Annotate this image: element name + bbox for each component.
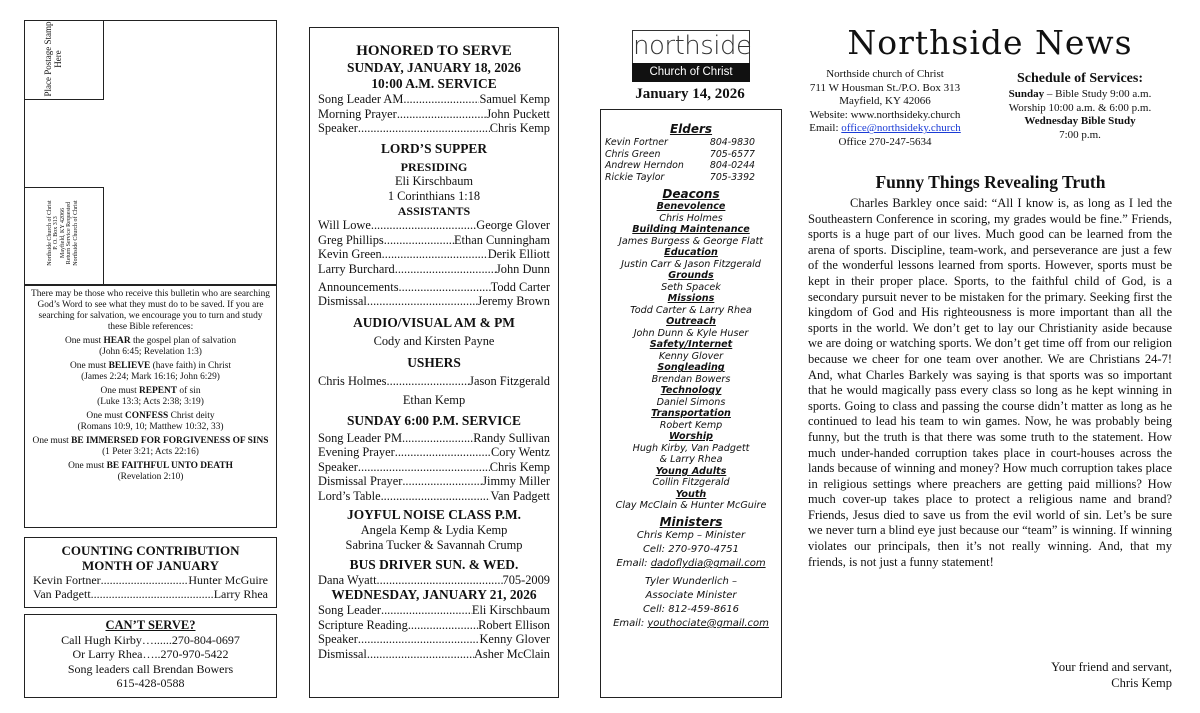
assigned-name: Ethan Cunningham xyxy=(453,232,550,247)
role-label: Evening Prayer xyxy=(318,445,395,460)
salvation-step-verb: BE FAITHFUL UNTO DEATH xyxy=(106,461,233,471)
wednesday-role-row xyxy=(318,618,550,633)
role-label: Chris Holmes xyxy=(318,374,387,389)
elder-name: Chris Green xyxy=(605,148,661,160)
wednesday-title: WEDNESDAY, JANUARY 21, 2026 xyxy=(331,587,537,603)
role-label: Dismissal xyxy=(318,294,367,309)
deacon-area: Safety/Internet xyxy=(649,339,733,351)
dot-leader xyxy=(377,573,503,588)
office-email-link[interactable]: office@northsideky.church xyxy=(841,122,961,135)
cant-serve-line: Song leaders call Brendan Bowers xyxy=(67,661,234,676)
assigned-name: Samuel Kemp xyxy=(479,92,550,106)
deacon-area: Young Adults xyxy=(655,465,727,477)
assigned-name: George Glover xyxy=(476,218,550,233)
assigned-name: Larry Rhea xyxy=(213,587,268,601)
dot-leader xyxy=(91,587,214,601)
cant-serve-line: Call Hugh Kirby…......270-804-0697 xyxy=(61,632,240,647)
presider-name: Eli Kirschbaum xyxy=(394,174,474,189)
dot-leader xyxy=(382,247,488,262)
communion-scripture: 1 Corinthians 1:18 xyxy=(387,188,481,203)
assigned-name: Chris Kemp xyxy=(489,459,550,474)
honored-title: HONORED TO SERVE xyxy=(356,43,512,59)
role-label: Song Leader xyxy=(318,603,381,618)
role-label: Song Leader AM xyxy=(318,92,404,106)
church-logo xyxy=(632,30,750,82)
deacon-name: Seth Spacek xyxy=(661,281,721,293)
associate-email-link[interactable]: youthociate@gmail.com xyxy=(647,617,769,629)
dot-leader xyxy=(408,618,478,633)
deacon-area: Missions xyxy=(667,293,715,305)
deacon-name: Hugh Kirby, Van Padgett xyxy=(632,442,750,454)
deacon-area: Songleading xyxy=(657,362,725,374)
assigned-name: Jimmy Miller xyxy=(482,474,550,489)
logo-subtitle: Church of Christ xyxy=(632,63,750,82)
ushers-title: USHERS xyxy=(407,355,461,371)
elder-phone: 705-6577 xyxy=(709,148,755,160)
role-label: Morning Prayer xyxy=(318,106,397,121)
associate-email-row: Email: youthociate@gmail.com xyxy=(613,617,769,629)
cant-serve-panel xyxy=(24,614,277,698)
deacon-area: Building Maintenance xyxy=(632,224,750,236)
article-title: Funny Things Revealing Truth xyxy=(875,172,1106,192)
salvation-step-verb: REPENT xyxy=(139,386,178,396)
counting-contribution-panel xyxy=(24,537,277,608)
deacon-name: Brendan Bowers xyxy=(651,373,731,385)
ministers-title: Ministers xyxy=(659,514,723,529)
elder-row xyxy=(605,149,777,161)
honored-service: 10:00 A.M. SERVICE xyxy=(371,76,497,91)
role-label: Announcements xyxy=(318,279,399,294)
joyful-line: Angela Kemp & Lydia Kemp xyxy=(360,523,508,538)
role-label: Speaker xyxy=(318,121,358,136)
salvation-step-verb: BELIEVE xyxy=(108,361,151,371)
role-label: Speaker xyxy=(318,632,358,647)
cant-serve-title: CAN’T SERVE? xyxy=(105,618,196,632)
salvation-step: One must BE IMMERSED FOR FORGIVENESS OF SINS (1 Peter 3:21; Acts 22:16) xyxy=(32,436,269,457)
stamp-box xyxy=(25,21,104,100)
dot-leader xyxy=(402,431,473,446)
dot-leader xyxy=(367,294,478,309)
cant-serve-line: Or Larry Rhea…..270-970-5422 xyxy=(72,647,229,661)
bulletin-date: January 14, 2026 xyxy=(635,86,745,102)
mailing-panel xyxy=(24,20,277,285)
minister-line: Cell: 270-970-4751 xyxy=(642,543,740,555)
deacon-name: & Larry Rhea xyxy=(659,454,723,466)
assigned-name: John Dunn xyxy=(495,261,550,276)
role-label: Speaker xyxy=(318,459,358,474)
salvation-step-reference: (Romans 10:9, 10; Matthew 10:32, 33) xyxy=(77,422,224,432)
deacon-name: Kenny Glover xyxy=(658,350,724,362)
am-role-row xyxy=(318,121,550,136)
salvation-step-reference: (John 6:45; Revelation 1:3) xyxy=(99,347,202,357)
deacons-title: Deacons xyxy=(662,187,720,202)
salvation-step: One must BELIEVE (have faith) in Christ (James 2:24; Mark 16:16; John 6:29) xyxy=(31,361,270,383)
salvation-step: One must CONFESS Christ deity (Romans 10:9, 10; Matthew 10:32, 33) xyxy=(31,411,270,433)
minister-line: Tyler Wunderlich – xyxy=(644,575,738,587)
deacon-area: Worship xyxy=(668,431,714,443)
assistant-row xyxy=(318,218,550,233)
deacon-name: Robert Kemp xyxy=(659,419,723,431)
salvation-step: One must HEAR the gospel plan of salvation (John 6:45; Revelation 1:3) xyxy=(31,336,270,358)
article-body: Charles Barkley once said: “All I know is, as long as I led the Southeastern Conference in scoring, my grades would be fine.” Friends, sports is a huge part of our lives. Much good can be learned from the arena of sports. Discipline, team-work, and perseverance are just a few of the wonderful lessons learned from sports. However, sports must be kept in their proper place. Sports, to the faithful child of God, is a secondary pursuit never to be mistaken for the primary. Seeking first the kingdom of God and His righteousness is more important than all the sports in the world. We don’t get to lay our Christianity aside because we are doing or watching sports. We don’t get time off from our religion because we cheer for one team over another. We are Christians 24-7! And, what Charles Barkely was saying is that sports was so important that he would magically pass every class so long as he kept winning in sports. Going to class and passing the course didn’t matter as long as he continued to lead his team to win games. Now, he was probably being funny, but the truth is that there was some truth to the statement. How much under-handed corruption takes place in court-houses across the lands because of winning and money? How much corruption takes place in religious settings where preachers are getting paid millions? How much cover-up takes place to protect a religious name and brand? Friends, Jesus died to save us from the evil world of sin. Let’s be sure we never turn a blind eye just because our “team” is winning. If winning violates our principals, then it’s not really winning. And, that my friends, is not just a funny statement! xyxy=(808,196,1172,569)
salvation-step-verb: CONFESS xyxy=(124,411,169,421)
pm-service-title: SUNDAY 6:00 P.M. SERVICE xyxy=(346,412,521,428)
assigned-name: John Puckett xyxy=(486,106,550,121)
dot-leader xyxy=(395,445,491,460)
minister-line: Associate Minister xyxy=(645,589,737,601)
assigned-name: Van Padgett xyxy=(490,488,550,503)
deacon-area: Outreach xyxy=(666,316,716,328)
joyful-line: Sabrina Tucker & Savannah Crump xyxy=(345,538,523,553)
dot-leader xyxy=(358,460,490,475)
deacon-name: John Dunn & Kyle Huser xyxy=(633,327,749,339)
am-role-row xyxy=(318,107,550,122)
dot-leader xyxy=(101,573,189,587)
logo-word: northside xyxy=(633,31,752,61)
cant-serve-line: 615-428-0588 xyxy=(116,676,185,690)
schedule-title: Schedule of Services: xyxy=(1017,71,1143,86)
joyful-noise-title: JOYFUL NOISE CLASS P.M. xyxy=(347,507,521,523)
deacon-name: Clay McClain & Hunter McGuire xyxy=(615,500,767,512)
assigned-name: Chris Kemp xyxy=(489,121,550,136)
av-names: Cody and Kirsten Payne xyxy=(373,333,495,348)
dot-leader xyxy=(384,233,454,248)
deacon-area: Education xyxy=(664,247,718,259)
dot-leader xyxy=(395,262,496,277)
assigned-name: 705-2009 xyxy=(502,572,550,587)
salvation-step-verb: BE IMMERSED FOR FORGIVENESS OF SINS xyxy=(71,436,269,446)
salvation-intro: There may be those who receive this bulletin who are searching God’s Word to see what they must do to be saved. If you are searching for salvation, we encourage you to turn and study these Bible references: xyxy=(31,289,270,332)
role-label: Lord’s Table xyxy=(318,488,381,503)
minister-line: Cell: 812-459-8616 xyxy=(642,603,740,615)
return-address: Northside Church of Christ P. O. Box 313 Mayfield, KY 42066 Return Service Requested Northside Church of Christ xyxy=(46,200,79,266)
counting-row xyxy=(33,573,268,587)
elder-row xyxy=(605,172,777,184)
dot-leader xyxy=(397,107,487,122)
salvation-step: One must BE FAITHFUL UNTO DEATH (Revelation 2:10) xyxy=(31,461,270,483)
elder-name: Andrew Herndon xyxy=(605,160,684,172)
assigned-name: Eli Kirschbaum xyxy=(471,603,550,618)
deacon-area: Benevolence xyxy=(656,201,726,213)
pm-role-row xyxy=(318,445,550,460)
deacon-name: Justin Carr & Jason Fitzgerald xyxy=(621,258,761,270)
honored-to-serve-panel xyxy=(309,27,559,698)
elder-phone: 804-9830 xyxy=(709,137,755,148)
assistant-row xyxy=(318,262,550,277)
salvation-step-reference: (Luke 13:3; Acts 2:38; 3:19) xyxy=(97,397,204,407)
elder-row xyxy=(605,160,777,172)
newsletter-title: Northside News xyxy=(847,23,1133,62)
assigned-name: Jason Fitzgerald xyxy=(469,374,550,389)
usher-row xyxy=(318,374,550,389)
dot-leader xyxy=(387,374,470,389)
assigned-name: Cory Wentz xyxy=(491,445,550,460)
article-author: Chris Kemp xyxy=(1111,676,1172,690)
ushers-extra: Ethan Kemp xyxy=(402,392,466,407)
counting-month: MONTH OF JANUARY xyxy=(82,558,219,573)
elder-phone: 705-3392 xyxy=(709,171,755,183)
role-label: Kevin Fortner xyxy=(33,573,101,587)
am-role-row xyxy=(318,92,550,107)
dot-leader xyxy=(381,603,472,618)
elder-row xyxy=(605,137,777,149)
bus-driver-row xyxy=(318,573,550,588)
salvation-step-verb: HEAR xyxy=(103,336,131,346)
church-address: Northside church of Christ 711 W Housman St./P.O. Box 313 Mayfield, KY 42066 Website: www.northsideky.church Email: office@northsideky.church Office 270-247-5634 xyxy=(809,68,961,148)
elder-phone: 804-0244 xyxy=(709,160,755,172)
salvation-step-reference: (James 2:24; Mark 16:16; John 6:29) xyxy=(81,372,220,382)
wednesday-role-row xyxy=(318,647,550,662)
av-title: AUDIO/VISUAL AM & PM xyxy=(353,314,515,330)
role-label: Van Padgett xyxy=(33,587,91,601)
pm-role-row xyxy=(318,460,550,475)
dot-leader xyxy=(371,218,476,233)
role-label: Scripture Reading xyxy=(318,617,408,632)
dot-leader xyxy=(399,280,491,295)
dot-leader xyxy=(403,92,479,107)
presiding-label: PRESIDING xyxy=(400,159,468,174)
pm-role-row xyxy=(318,431,550,446)
deacon-name: Todd Carter & Larry Rhea xyxy=(630,304,752,316)
role-label: Dana Wyatt xyxy=(318,572,377,587)
deacon-name: Collin Fitzgerald xyxy=(652,477,730,489)
deacon-name: Chris Holmes xyxy=(659,212,723,224)
minister-email-row: Email: dadoflydia@gmail.com xyxy=(616,557,766,569)
pm-role-row xyxy=(318,489,550,504)
assigned-name: Todd Carter xyxy=(490,279,550,294)
assistant-row xyxy=(318,247,550,262)
role-label: Will Lowe xyxy=(318,218,371,233)
elder-name: Kevin Fortner xyxy=(605,137,668,148)
wednesday-role-row xyxy=(318,632,550,647)
role-label: Larry Burchard xyxy=(318,261,395,276)
elder-name: Rickie Taylor xyxy=(605,171,665,183)
role-label: Song Leader PM xyxy=(318,430,402,445)
salvation-step: One must REPENT of sin (Luke 13:3; Acts 2:38; 3:19) xyxy=(31,386,270,408)
assigned-name: Derik Elliott xyxy=(487,247,550,262)
pm-role-row xyxy=(318,474,550,489)
assigned-name: Randy Sullivan xyxy=(473,430,550,445)
counting-row xyxy=(33,587,268,601)
salvation-step-reference: (1 Peter 3:21; Acts 22:16) xyxy=(102,447,199,457)
deacon-name: Daniel Simons xyxy=(656,396,726,408)
misc-role-row xyxy=(318,294,550,309)
deacon-name: James Burgess & George Flatt xyxy=(619,235,763,247)
dot-leader xyxy=(358,121,490,136)
honored-date: SUNDAY, JANUARY 18, 2026 xyxy=(347,60,521,75)
article-closing: Your friend and servant, xyxy=(1051,660,1172,674)
minister-email-link[interactable]: dadoflydia@gmail.com xyxy=(650,557,766,569)
salvation-panel xyxy=(24,285,277,528)
deacon-area: Technology xyxy=(660,385,722,397)
bus-driver-title: BUS DRIVER SUN. & WED. xyxy=(349,556,519,572)
salvation-step-reference: (Revelation 2:10) xyxy=(117,472,184,482)
role-label: Dismissal xyxy=(318,647,367,662)
assigned-name: Jeremy Brown xyxy=(477,294,550,309)
counting-title: COUNTING CONTRIBUTION xyxy=(61,543,240,558)
lords-supper-title: LORD’S SUPPER xyxy=(380,140,488,156)
deacon-area: Transportation xyxy=(651,408,731,420)
deacon-area: Youth xyxy=(675,488,707,500)
role-label: Dismissal Prayer xyxy=(318,474,403,489)
assigned-name: Robert Ellison xyxy=(478,617,550,632)
stamp-label: Place Postage Stamp Here xyxy=(43,21,63,97)
role-label: Kevin Green xyxy=(318,247,382,262)
wednesday-role-row xyxy=(318,603,550,618)
deacon-area: Grounds xyxy=(668,270,714,282)
misc-role-row xyxy=(318,280,550,295)
assigned-name: Asher McClain xyxy=(473,647,550,662)
assistant-row xyxy=(318,233,550,248)
assistants-label: ASSISTANTS xyxy=(397,203,471,218)
dot-leader xyxy=(402,474,482,489)
assigned-name: Hunter McGuire xyxy=(188,573,268,587)
schedule-of-services: Schedule of Services: Sunday – Bible Study 9:00 a.m. Worship 10:00 a.m. & 6:00 p.m. Wednesday Bible Study 7:00 p.m. xyxy=(980,70,1180,142)
dot-leader xyxy=(367,647,474,662)
dot-leader xyxy=(381,489,491,504)
assigned-name: Kenny Glover xyxy=(479,632,550,647)
elders-title: Elders xyxy=(669,122,713,136)
dot-leader xyxy=(358,632,480,647)
leadership-panel xyxy=(600,109,782,698)
role-label: Greg Phillips xyxy=(318,232,384,247)
minister-line: Chris Kemp – Minister xyxy=(636,529,746,541)
